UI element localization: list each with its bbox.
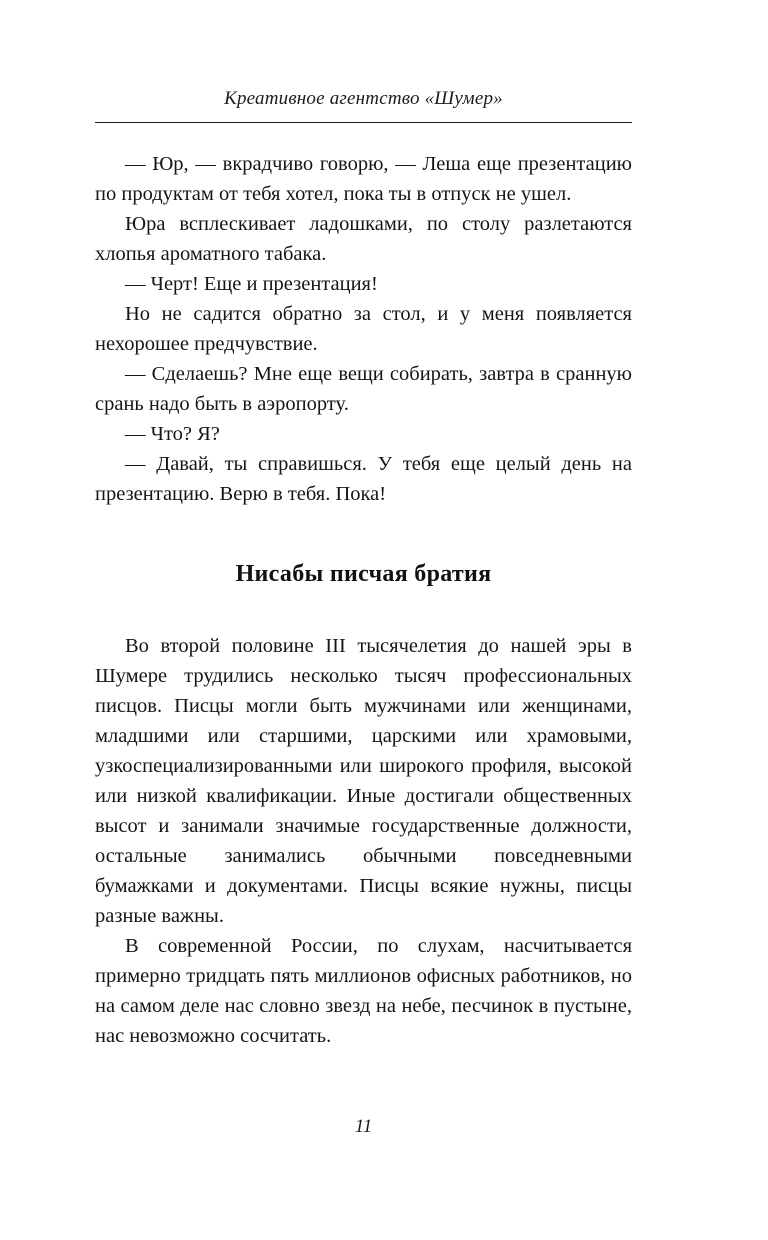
paragraph-dialog-2: — Черт! Еще и презентация! <box>125 273 378 295</box>
paragraph-dialog-4: — Что? Я? <box>125 423 220 445</box>
paragraph-dialog-5: — Давай, ты справишься. У тебя еще целый день на презентацию. Верю в тебя. Пока! <box>95 453 632 505</box>
text-column <box>95 0 632 1051</box>
paragraph-section-1: Во второй половине III тысячелетия до нашей эры в Шумере трудились несколько тысяч профессиональных писцов. Писцы могли быть мужчинами или женщинами, младшими или старшими, царскими или храмовыми, узкоспециализированными или широкого профиля, высокой или низкой квалификации. Иные достигали общественных высот и занимали значимые государственные должности, остальные занимались обычными повседневными бумажками и документами. Писцы всякие нужны, писцы разные важны. <box>95 635 632 927</box>
header-rule <box>95 122 632 123</box>
paragraph-narration-1: Юра всплескивает ладошками, по столу разлетаются хлопья ароматного табака. <box>95 213 632 265</box>
paragraph-narration-2: Но не садится обратно за стол, и у меня появляется нехорошее предчувствие. <box>95 303 632 355</box>
paragraph-dialog-1: — Юр, — вкрадчиво говорю, — Леша еще презентацию по продуктам от тебя хотел, пока ты в отпуск не ушел. <box>95 153 632 205</box>
section-title: Нисабы писчая братия <box>235 561 492 587</box>
running-header: Креативное агентство «Шумер» <box>224 88 503 109</box>
paragraph-dialog-3: — Сделаешь? Мне еще вещи собирать, завтра в сранную срань надо быть в аэропорту. <box>95 363 632 415</box>
paragraph-section-2: В современной России, по слухам, насчитывается примерно тридцать пять миллионов офисных работников, но на самом деле нас словно звезд на небе, песчинок в пустыне, нас невозможно сосчитать. <box>95 935 632 1047</box>
body-text <box>95 149 632 1051</box>
page-number: 11 <box>354 1116 373 1137</box>
